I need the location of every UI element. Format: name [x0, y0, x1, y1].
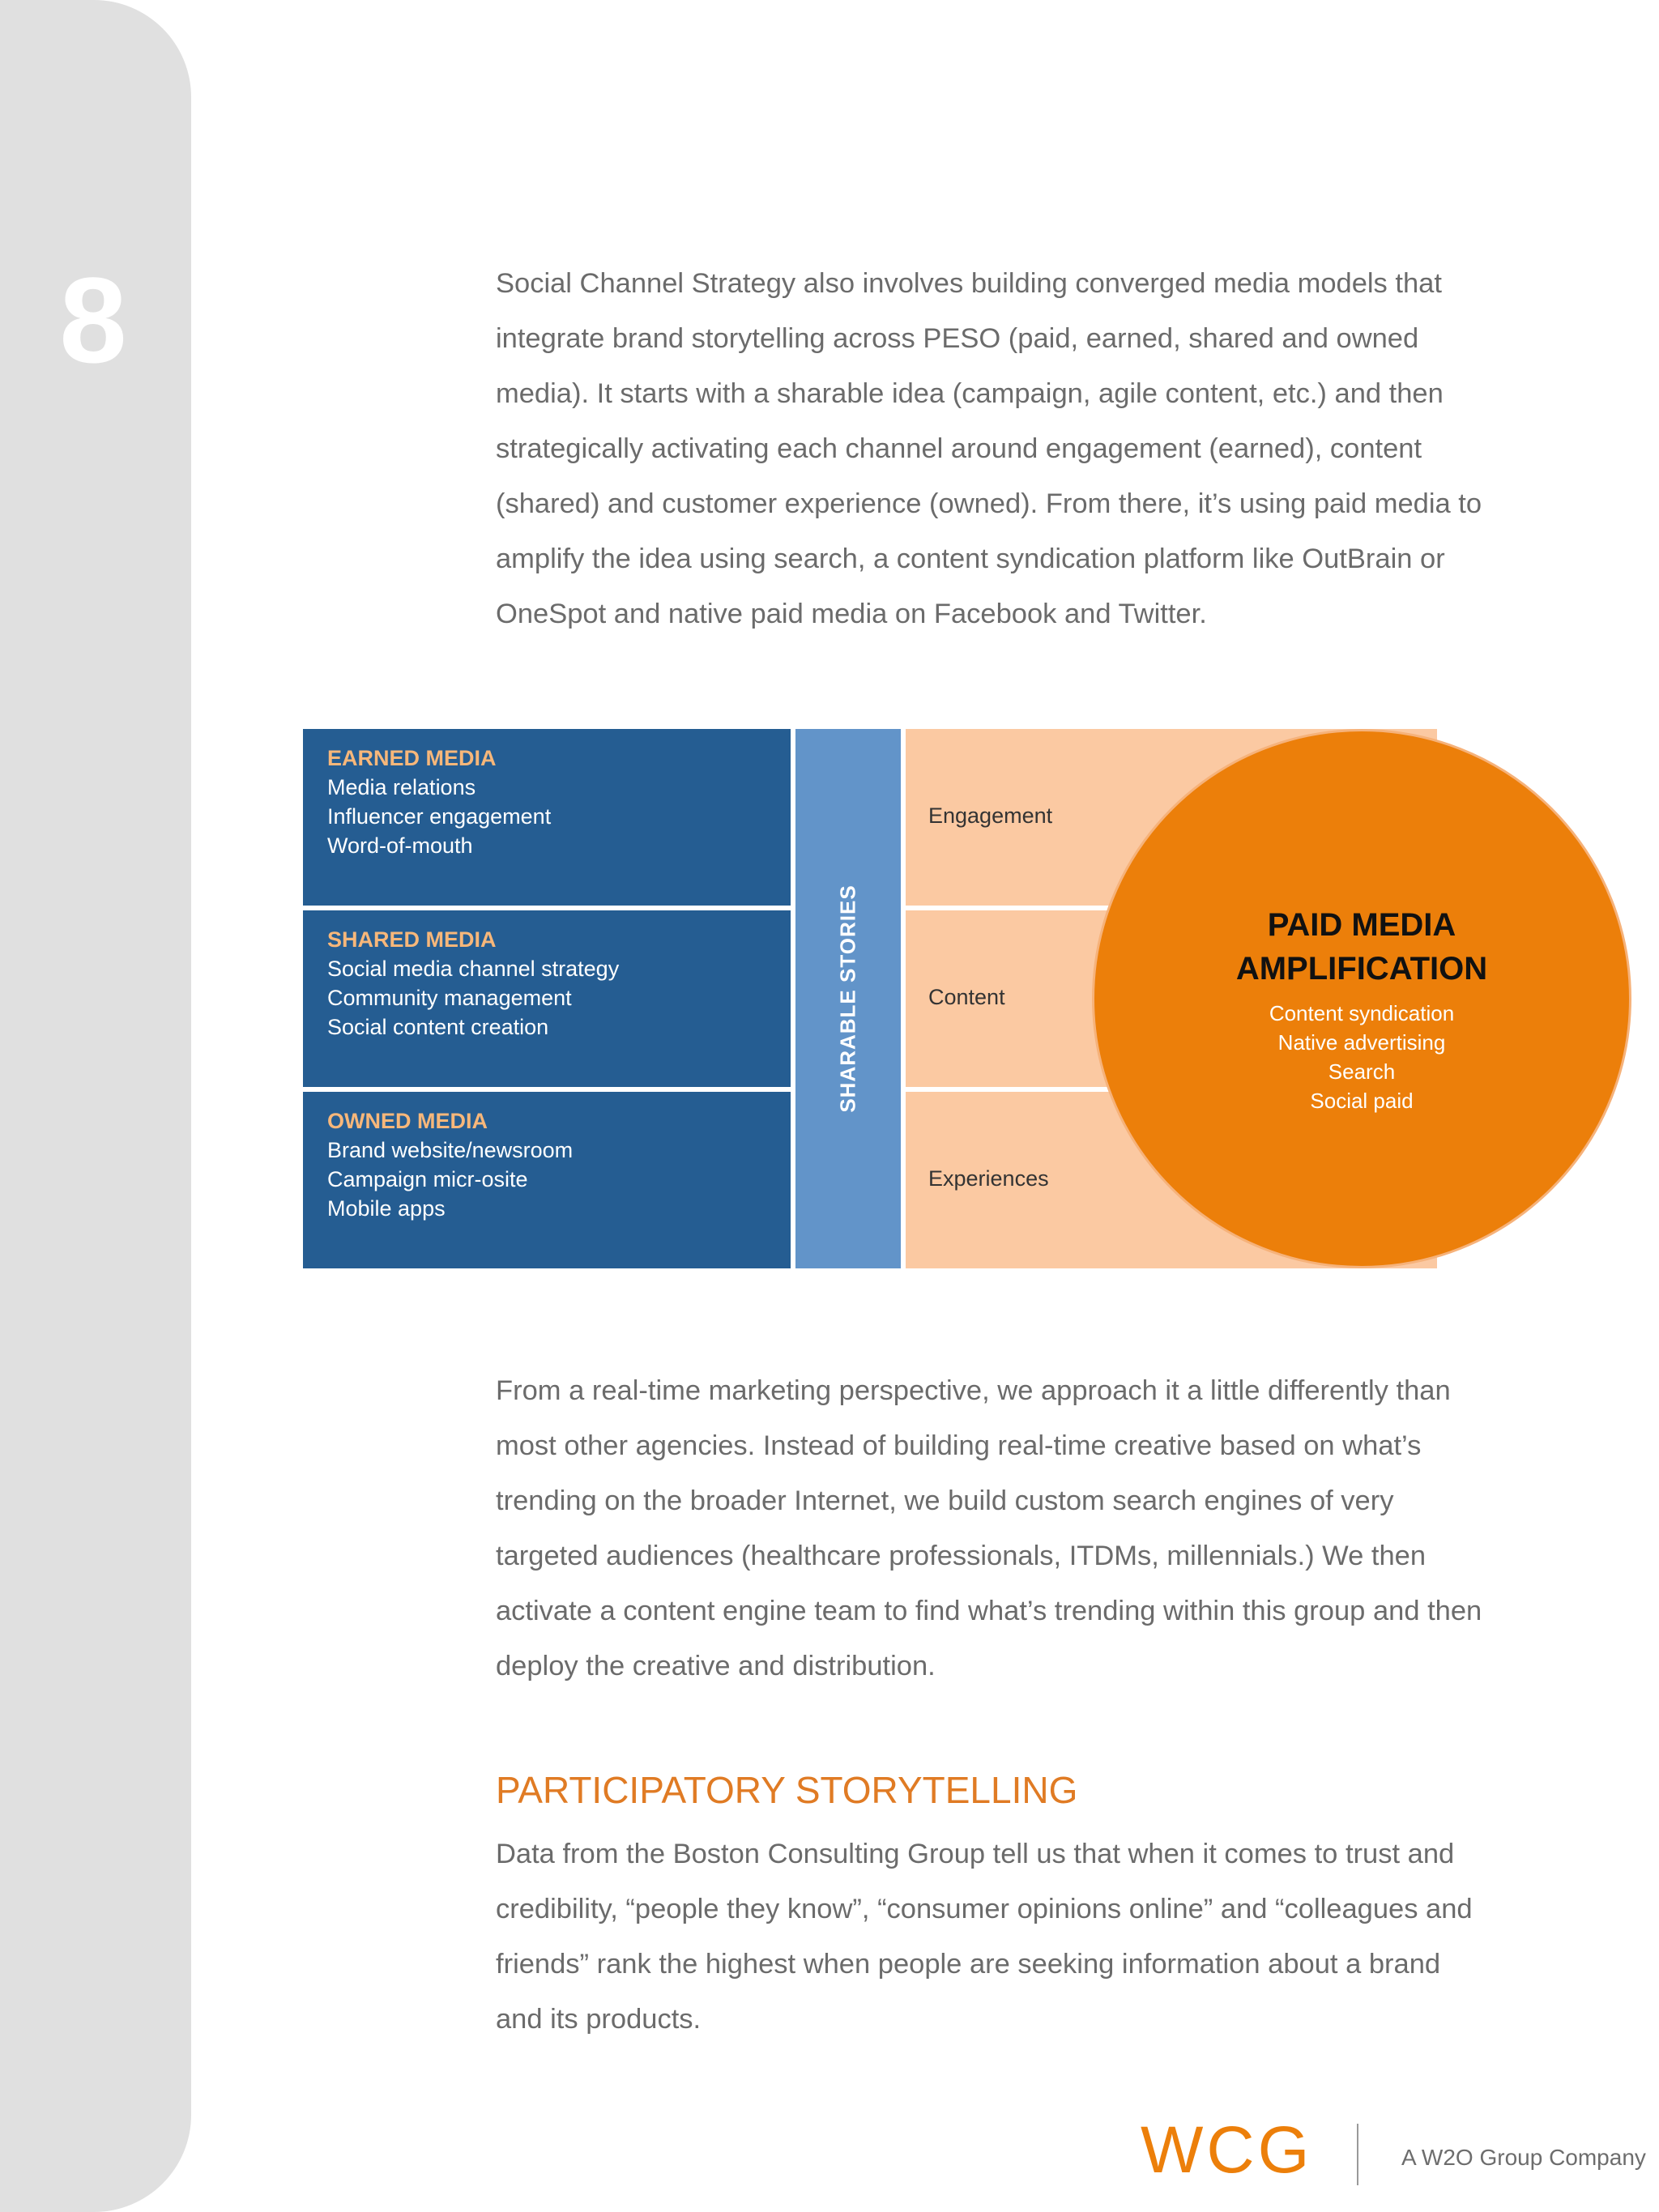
shared-media-box: [303, 910, 791, 1087]
sharable-stories-label: SHARABLE STORIES: [835, 884, 860, 1113]
shared-media-item: Social content creation: [327, 1015, 549, 1039]
intro-paragraph: Social Channel Strategy also involves building converged media models that integrate brand storytelling across PESO (paid, earned, shared and owned media). It starts with a sharable idea (campaign, agile content, etc.) and then strategically activating each channel around engagement (earned), content (shared) and customer experience (owned). From there, it’s using paid media to amplify the idea using search, a content syndication platform like OutBrain or OneSpot and native paid media on Facebook and Twitter.: [496, 268, 1482, 629]
owned-media-item: Brand website/newsroom: [327, 1138, 574, 1162]
paid-media-list: [1094, 999, 1629, 1115]
paid-media-item: Search: [1328, 1059, 1396, 1084]
stage-label: Experiences: [928, 1166, 1049, 1191]
stage-label: Engagement: [928, 803, 1053, 828]
earned-media-item: Influencer engagement: [327, 804, 552, 829]
paid-media-title-line: PAID MEDIA: [1267, 907, 1456, 943]
sharable-stories-bar: [795, 729, 901, 1268]
shared-media-item: Social media channel strategy: [327, 957, 620, 981]
shared-media-item: Community management: [327, 986, 572, 1010]
shared-media-title: SHARED MEDIA: [327, 927, 497, 952]
owned-media-box: [303, 1092, 791, 1268]
logo-tagline: A W2O Group Company: [1401, 2145, 1646, 2170]
page-number: 8: [59, 252, 127, 388]
earned-media-box: [303, 729, 791, 906]
realtime-paragraph: From a real-time marketing perspective, we approach it a little differently than most other agencies. Instead of building real-time creative based on what’s trending on the broader Internet, we build custom search engines of very targeted audiences (healthcare professionals, ITDMs, millennials.) We then activate a content engine team to find what’s trending within this group and then deploy the creative and distribution.: [496, 1375, 1482, 1681]
paid-media-item: Content syndication: [1269, 1001, 1455, 1025]
paid-media-title-line: AMPLIFICATION: [1235, 951, 1488, 987]
owned-media-item: Mobile apps: [327, 1196, 446, 1221]
owned-media-title: OWNED MEDIA: [327, 1109, 488, 1133]
section-paragraph: Data from the Boston Consulting Group tell us that when it comes to trust and credibility, “people they know”, “consumer opinions online” and “colleagues and friends” rank the highest when people are seeking information about a brand and its products.: [496, 1839, 1473, 2035]
paid-media-title: [1094, 903, 1629, 991]
stage-label: Content: [928, 985, 1005, 1009]
earned-media-item: Media relations: [327, 775, 476, 799]
paid-media-circle: [1092, 729, 1631, 1268]
paid-media-item: Native advertising: [1277, 1030, 1446, 1055]
owned-media-item: Campaign micr-osite: [327, 1167, 528, 1191]
paid-media-item: Social paid: [1310, 1089, 1414, 1113]
wcg-logo: WCG: [1141, 2113, 1313, 2187]
logo-divider: [1357, 2124, 1358, 2185]
section-heading: PARTICIPATORY STORYTELLING: [496, 1769, 1078, 1811]
peso-diagram: [303, 729, 1631, 1268]
earned-media-item: Word-of-mouth: [327, 833, 473, 858]
earned-media-title: EARNED MEDIA: [327, 746, 497, 770]
